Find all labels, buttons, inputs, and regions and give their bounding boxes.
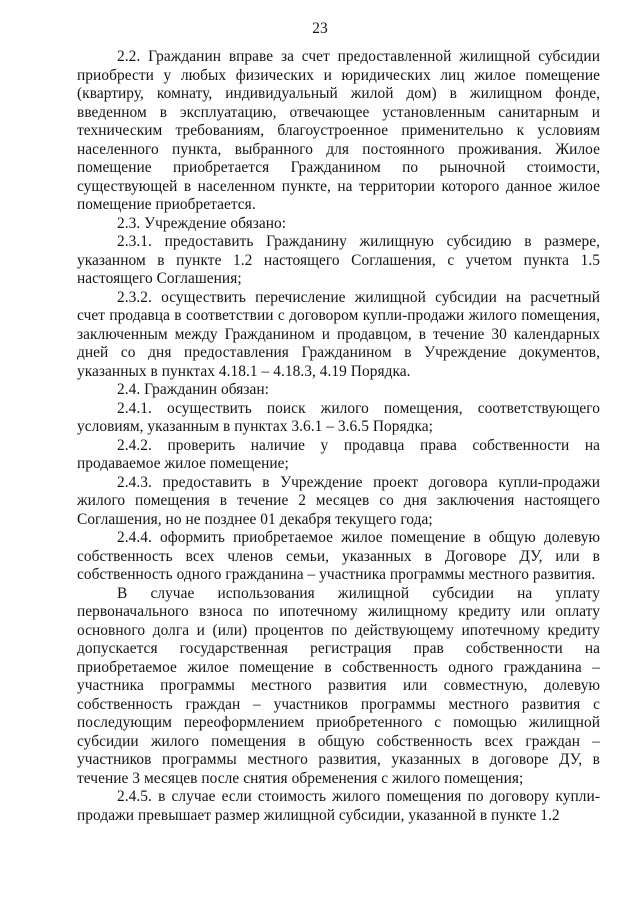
paragraph-2-3-1: 2.3.1. предоставить Гражданину жилищную субсидию в размере, указанном в пункте 1.2 настоящего Соглашения, с учетом пункта 1.5 настоящего Соглашения; [77,233,600,287]
paragraph-2-4-2: 2.4.2. проверить наличие у продавца права собственности на продаваемое жилое помещение; [77,436,600,472]
paragraph-2-4-3: 2.4.3. предоставить в Учреждение проект договора купли-продажи жилого помещения в течение 2 месяцев со дня заключения настоящего Соглашения, но не позднее 01 декабря текущего года; [77,473,600,528]
document-body [77,48,600,825]
paragraph-2-2: 2.2. Гражданин вправе за счет предоставленной жилищной субсидии приобрести у любых физических и юридических лиц жилое помещение (квартиру, комнату, индивидуальный жилой дом) в жилищном фонде, введенном в эксплуатацию, отвечающее установленным санитарным и техническим требованиям, благоустроенное применительно к условиям населенного пункта, выбранного для постоянного проживания. Жилое помещение приобретается Гражданином по рыночной стоимости, существующей в населенном пункте, на территории которого данное жилое помещение приобретается. [77,48,600,213]
paragraph-2-4-5: 2.4.5. в случае если стоимость жилого помещения по договору купли-продажи превышает размер жилищной субсидии, указанной в пункте 1.2 [77,788,600,824]
paragraph-2-3-2: 2.3.2. осуществить перечисление жилищной субсидии на расчетный счет продавца в соответствии с договором купли-продажи жилого помещения, заключенным между Гражданином и продавцом, в течение 30 календарных дней со дня предоставления Гражданином в Учреждение документов, указанных в пунктах 4.18.1 – 4.18.3, 4.19 Порядка. [77,288,600,380]
paragraph-2-4-1: 2.4.1. осуществить поиск жилого помещения, соответствующего условиям, указанным в пунктах 3.6.1 – 3.6.5 Порядка; [77,399,600,435]
paragraph-mortgage-case: В случае использования жилищной субсидии на уплату первоначального взноса по ипотечному жилищному кредиту или оплату основного долга и (или) процентов по действующему ипотечному кредиту допускается государственная регистрация прав собственности на приобретаемое жилое помещение в собственность одного гражданина – участника программы местного развития или совместную, долевую собственность граждан – участников программы местного развития с последующим переоформлением приобретенного с помощью жилищной субсидии жилого помещения в общую собственность всех граждан – участников программы местного развития, указанных в договоре ДУ, в течение 3 месяцев после снятия обременения с жилого помещения; [77,584,600,787]
page-number: 23 [312,20,328,37]
paragraph-2-3: 2.3. Учреждение обязано: [117,214,287,232]
paragraph-2-4-4: 2.4.4. оформить приобретаемое жилое помещение в общую долевую собственность всех членов семьи, указанных в Договоре ДУ, или в собственность одного гражданина – участника программы местного развития. [77,529,600,583]
paragraph-2-4: 2.4. Гражданин обязан: [117,381,269,398]
